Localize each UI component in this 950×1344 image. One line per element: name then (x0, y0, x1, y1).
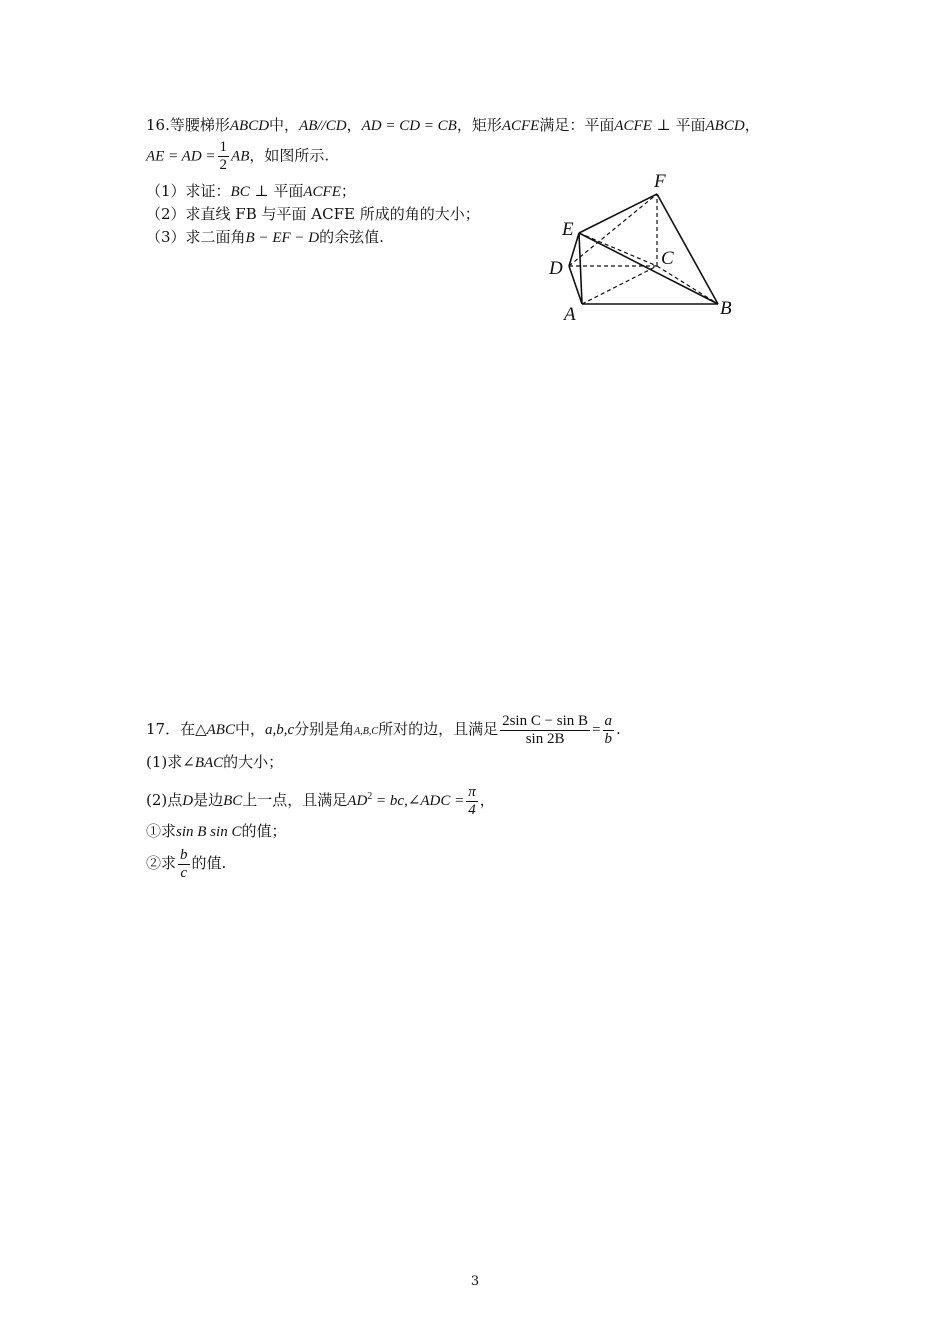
math: ACFE (303, 184, 341, 200)
text: （2）求直线 FB 与平面 ACFE 所成的角的大小； (146, 205, 480, 223)
problem-17-question-1 (146, 752, 283, 773)
text: ， (479, 791, 495, 809)
text: （1）求证： (146, 182, 231, 200)
geometry-figure (540, 165, 750, 325)
problem-17-statement (146, 708, 621, 753)
math: A,B,C (354, 726, 379, 737)
text: ， (346, 116, 362, 134)
text: (2)点 (146, 791, 183, 809)
math: ACFE (614, 118, 652, 134)
text: . (616, 720, 621, 738)
denominator: c (180, 864, 188, 881)
text: 等腰梯形 (169, 116, 230, 134)
text: 分别是角 (294, 720, 355, 738)
label-E: E (562, 219, 574, 240)
problem-16-statement-line-2 (146, 139, 329, 174)
math: sin B sin C (176, 824, 242, 840)
text: ； (340, 182, 356, 200)
denominator: b (604, 730, 613, 747)
math: = (592, 722, 601, 738)
text: ②求 (146, 854, 177, 872)
label-B: B (720, 298, 732, 319)
problem-number: 17．在 (146, 720, 196, 738)
text: ⊥ 平面 (651, 116, 706, 134)
math: AB//CD (299, 118, 347, 134)
fraction-b-over-c (178, 847, 190, 882)
problem-16-question-1 (146, 181, 356, 202)
fraction-a-over-b (603, 713, 615, 748)
text: (1)求 (146, 753, 183, 771)
numerator: π (468, 783, 476, 800)
math: ∠BAC (182, 755, 224, 771)
edge-EB (579, 233, 718, 304)
math: D (182, 793, 194, 809)
math: AB (231, 148, 250, 165)
problem-17-question-2 (146, 776, 495, 822)
text: 中， (234, 720, 265, 738)
fraction-sine-ratio (500, 713, 590, 748)
math: △ABC (195, 722, 235, 738)
math: ACFE (501, 118, 540, 134)
math: AD (347, 793, 368, 809)
page-number: 3 (470, 1274, 480, 1289)
numerator: 2sin C − sin B (502, 712, 589, 729)
text: ， (744, 116, 760, 134)
text: 的值； (241, 822, 287, 840)
exponent: 2 (367, 791, 373, 802)
math: B − EF − D (245, 230, 320, 246)
text: 的余弦值. (319, 228, 384, 246)
edge-AC (582, 266, 657, 304)
denominator: 2 (219, 157, 228, 173)
text: ①求 (146, 822, 177, 840)
edge-CB (657, 266, 718, 304)
math: ABCD (229, 118, 270, 134)
math: ABCD (705, 118, 745, 134)
denominator: sin 2B (525, 730, 565, 747)
text: 的大小； (223, 753, 284, 771)
math: BC (230, 184, 250, 200)
math: AD = CD = CB (361, 118, 457, 134)
math: AE = AD = (146, 148, 216, 165)
fraction-pi-over-four (466, 784, 478, 819)
problem-16-question-3 (146, 227, 384, 248)
math: a,b,c (264, 722, 295, 738)
math: = bc,∠ADC = (372, 793, 465, 809)
fraction-one-half (218, 139, 230, 174)
denominator: 4 (468, 801, 476, 818)
text: 所对的边，且满足 (378, 720, 499, 738)
text: （3）求二面角 (146, 228, 246, 246)
numerator: b (180, 846, 188, 863)
math: BC (223, 793, 243, 809)
problem-16-statement-line-1 (146, 115, 760, 136)
label-F: F (654, 171, 666, 192)
label-D: D (549, 258, 563, 279)
problem-16-question-2 (146, 204, 480, 224)
numerator: a (604, 712, 613, 729)
label-A: A (564, 304, 576, 325)
text: 上一点，且满足 (242, 791, 348, 809)
edge-EC (579, 233, 657, 266)
label-C: C (661, 248, 674, 269)
numerator: 1 (219, 139, 228, 155)
problem-number: 16. (146, 116, 170, 134)
edge-EF (579, 194, 657, 233)
problem-17-subquestion-1 (146, 821, 286, 842)
text: 的值. (191, 854, 227, 872)
edge-DF (569, 194, 657, 266)
text: 满足：平面 (539, 116, 615, 134)
edge-AE (579, 233, 582, 304)
text: 是边 (193, 791, 224, 809)
text: 中， (269, 116, 300, 134)
text: ⊥ 平面 (249, 182, 304, 200)
problem-17-subquestion-2 (146, 842, 226, 884)
text: ，如图所示. (249, 146, 330, 165)
text: ，矩形 (456, 116, 502, 134)
